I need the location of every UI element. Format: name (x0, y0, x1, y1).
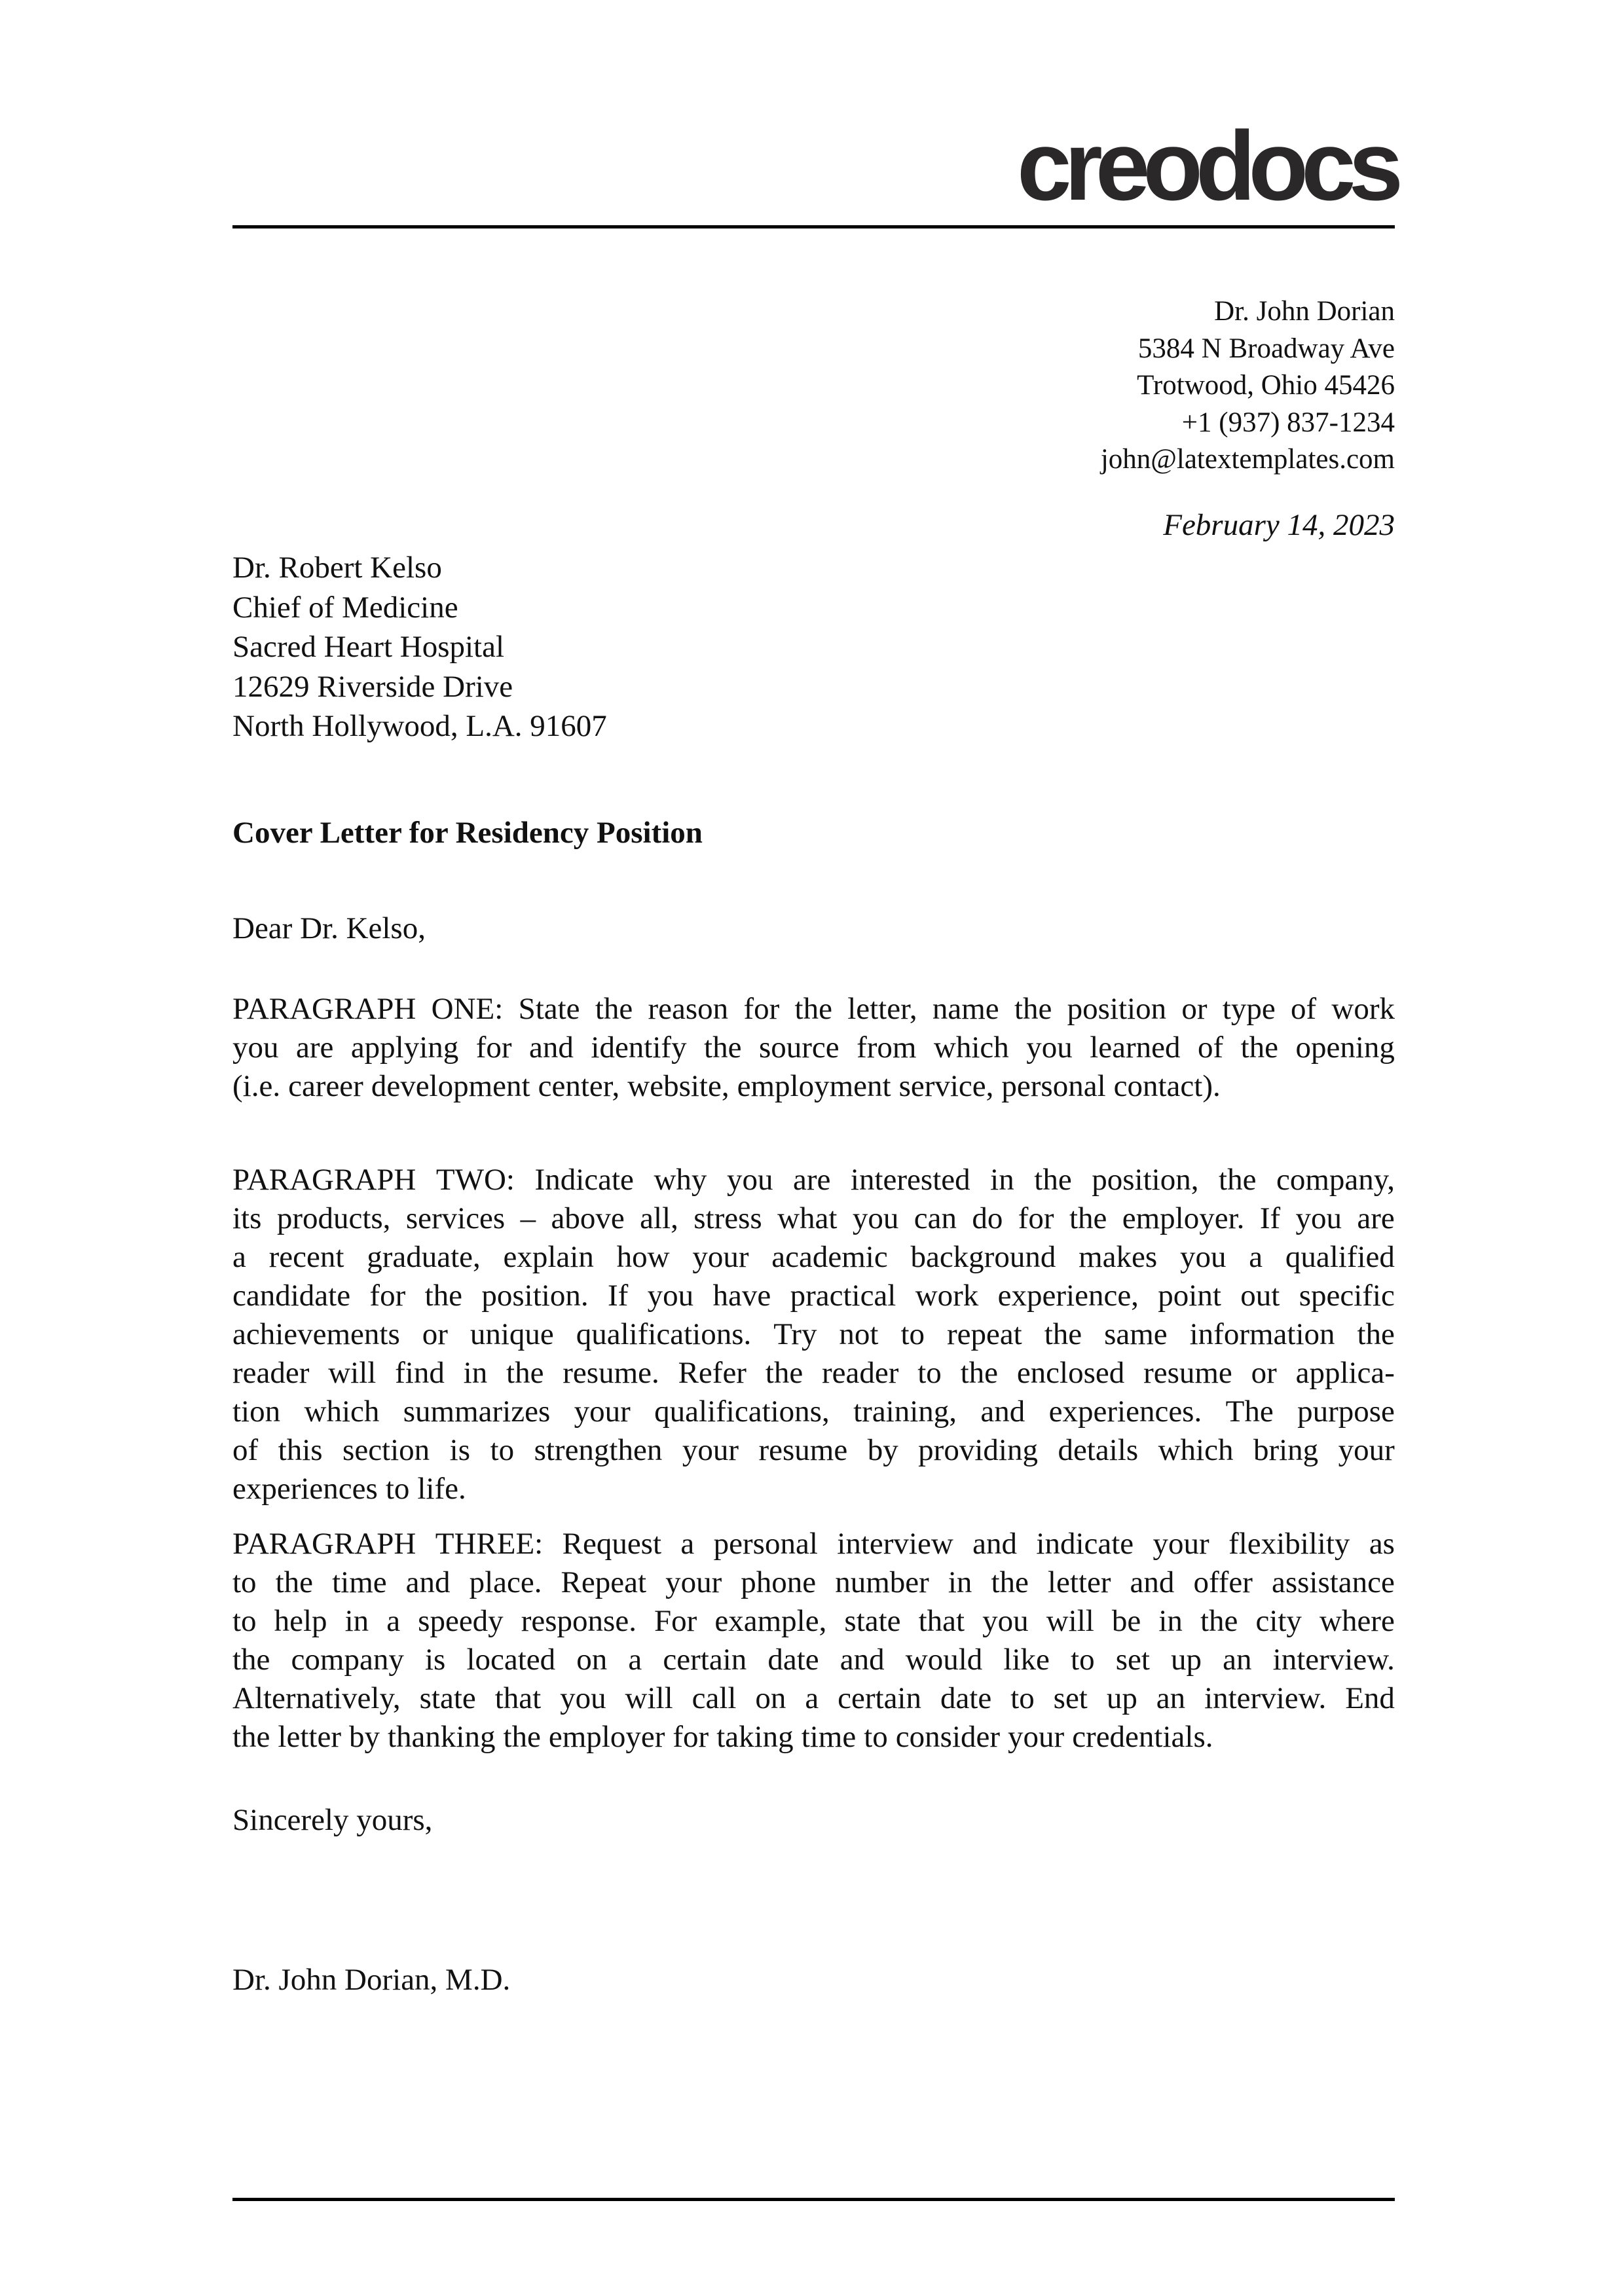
recipient-city: North Hollywood, L.A. 91607 (232, 709, 607, 743)
word: THREE: (435, 1527, 544, 1561)
word: for (743, 992, 780, 1026)
word: PARAGRAPH (232, 992, 416, 1026)
word: section (342, 1433, 430, 1467)
word: experiences. (1048, 1394, 1202, 1429)
paragraph-line (232, 1029, 1395, 1067)
word: this (278, 1433, 323, 1467)
word: letter (1047, 1565, 1111, 1599)
word: ONE: (431, 992, 504, 1026)
word: and (972, 1527, 1018, 1561)
word: all, (640, 1201, 678, 1235)
paragraph-line (232, 1525, 1395, 1563)
word: you (982, 1604, 1029, 1638)
paragraph-line (232, 990, 1395, 1029)
word: consider (895, 1720, 1001, 1754)
word: your (1008, 1720, 1065, 1754)
word: which (304, 1394, 380, 1429)
word: enclosed (1016, 1356, 1125, 1390)
word: to (864, 1720, 888, 1754)
word: experience, (997, 1279, 1139, 1313)
word: to (232, 1565, 257, 1599)
word: resume. (563, 1356, 659, 1390)
word: are (793, 1163, 831, 1197)
word: not (839, 1317, 879, 1351)
footer-divider (232, 2198, 1395, 2201)
word: background (910, 1240, 1056, 1274)
word: opening (1295, 1030, 1395, 1065)
word: located (466, 1643, 556, 1677)
word: would (905, 1643, 983, 1677)
word: taking (716, 1720, 794, 1754)
word: how (616, 1240, 670, 1274)
word: makes (1079, 1240, 1158, 1274)
word: personal (713, 1527, 818, 1561)
word: contact). (1113, 1069, 1221, 1103)
word: the (595, 992, 633, 1026)
word: summarizes (403, 1394, 551, 1429)
word: for (1018, 1201, 1054, 1235)
word: you (1179, 1240, 1227, 1274)
word: employer (548, 1720, 665, 1754)
word: to (1010, 1681, 1035, 1715)
word: End (1345, 1681, 1395, 1715)
word: of (232, 1433, 259, 1467)
word: number (835, 1565, 929, 1599)
paragraph-line (232, 1315, 1395, 1354)
word: strengthen (534, 1433, 663, 1467)
word: academic (771, 1240, 888, 1274)
paragraph-line (232, 1563, 1395, 1602)
word: reader (232, 1356, 310, 1390)
word: Indicate (534, 1163, 634, 1197)
word: your (665, 1565, 722, 1599)
word: the (1219, 1163, 1257, 1197)
recipient-street: 12629 Riverside Drive (232, 669, 513, 704)
word: a (232, 1240, 246, 1274)
word: be (1111, 1604, 1141, 1638)
word: place. (469, 1565, 542, 1599)
word: in (344, 1604, 369, 1638)
word: the (503, 1720, 541, 1754)
word: do (972, 1201, 1003, 1235)
word: on (576, 1643, 608, 1677)
word: interview. (1204, 1681, 1327, 1715)
word: stress (693, 1201, 762, 1235)
word: up (1171, 1643, 1202, 1677)
word: you (232, 1030, 279, 1065)
word: letter (278, 1720, 341, 1754)
word: candidate (232, 1279, 351, 1313)
paragraph-line (232, 1199, 1395, 1238)
paragraph-three (232, 1525, 1395, 1757)
word: specific (1299, 1279, 1395, 1313)
sender-name: Dr. John Dorian (1214, 296, 1395, 327)
word: personal (1001, 1069, 1106, 1103)
word: The (1225, 1394, 1274, 1429)
word: which (933, 1030, 1009, 1065)
word: employment (737, 1069, 891, 1103)
sender-address-block (1101, 293, 1395, 479)
word: If (607, 1279, 629, 1313)
word: qualifications. (576, 1317, 752, 1351)
word: employer. (1122, 1201, 1245, 1235)
word: recent (268, 1240, 344, 1274)
word: providing (918, 1433, 1038, 1467)
word: to (490, 1433, 515, 1467)
word: the (1014, 992, 1052, 1026)
word: a (805, 1681, 819, 1715)
word: your (1153, 1527, 1209, 1561)
paragraph-line (232, 1470, 1395, 1508)
word: the (275, 1565, 314, 1599)
word: PARAGRAPH (232, 1527, 416, 1561)
word: If (1259, 1201, 1281, 1235)
word: position (1067, 992, 1167, 1026)
letter-subject: Cover Letter for Residency Position (232, 816, 703, 850)
paragraph-line (232, 1602, 1395, 1641)
word: a (628, 1643, 642, 1677)
word: service, (898, 1069, 994, 1103)
word: why (654, 1163, 707, 1197)
word: date (767, 1643, 819, 1677)
paragraph-line (232, 1679, 1395, 1718)
word: for (369, 1279, 406, 1313)
word: set (1115, 1643, 1150, 1677)
word: will (328, 1356, 377, 1390)
word: Try (773, 1317, 817, 1351)
word: time (801, 1720, 857, 1754)
word: the (765, 1356, 803, 1390)
word: interview. (1272, 1643, 1395, 1677)
word: the (704, 1030, 742, 1065)
word: and (980, 1394, 1025, 1429)
word: work (1331, 992, 1395, 1026)
word: career (288, 1069, 363, 1103)
word: tion (232, 1394, 281, 1429)
salutation: Dear Dr. Kelso, (232, 911, 426, 945)
word: training, (853, 1394, 957, 1429)
word: you (852, 1201, 899, 1235)
word: you (1295, 1201, 1342, 1235)
word: the (1357, 1317, 1395, 1351)
word: letter, (847, 992, 917, 1026)
word: (i.e. (232, 1069, 281, 1103)
word: certain (838, 1681, 921, 1715)
word: the (1034, 1163, 1072, 1197)
word: or (1251, 1356, 1277, 1390)
word: the (991, 1565, 1029, 1599)
sender-street: 5384 N Broadway Ave (1137, 333, 1395, 364)
word: company (291, 1643, 404, 1677)
word: your (1338, 1433, 1395, 1467)
word: interview (837, 1527, 953, 1561)
word: example, (714, 1604, 827, 1638)
recipient-title: Chief of Medicine (232, 590, 458, 625)
word: are (295, 1030, 334, 1065)
word: to (900, 1317, 925, 1351)
word: on (755, 1681, 786, 1715)
recipient-name: Dr. Robert Kelso (232, 551, 442, 585)
word: will (1046, 1604, 1094, 1638)
word: find (395, 1356, 445, 1390)
word: to (385, 1472, 410, 1506)
word: above (551, 1201, 625, 1235)
word: reason (648, 992, 729, 1026)
word: an (1156, 1681, 1186, 1715)
word: of (1198, 1030, 1224, 1065)
word: out (1240, 1279, 1280, 1313)
word: bring (1253, 1433, 1319, 1467)
paragraph-line (232, 1238, 1395, 1277)
word: indicate (1036, 1527, 1134, 1561)
recipient-organization: Sacred Heart Hospital (232, 630, 505, 664)
word: qualifications, (654, 1394, 830, 1429)
word: and (405, 1565, 451, 1599)
word: details (1058, 1433, 1139, 1467)
word: interested (850, 1163, 970, 1197)
word: identify (591, 1030, 687, 1065)
word: state (844, 1604, 901, 1638)
word: for (475, 1030, 512, 1065)
word: position, (1092, 1163, 1199, 1197)
word: what (777, 1201, 838, 1235)
paragraph-line (232, 1277, 1395, 1315)
word: Alternatively, (232, 1681, 401, 1715)
word: reader (822, 1356, 899, 1390)
word: products, (276, 1201, 391, 1235)
paragraph-two (232, 1161, 1395, 1508)
word: learned (1090, 1030, 1181, 1065)
word: Repeat (561, 1565, 647, 1599)
word: in (990, 1163, 1014, 1197)
recipient-address-block (232, 548, 607, 746)
closing: Sincerely yours, (232, 1803, 433, 1837)
word: unique (470, 1317, 554, 1351)
word: services (405, 1201, 506, 1235)
word: state (419, 1681, 476, 1715)
word: that (918, 1604, 965, 1638)
word: applying (350, 1030, 459, 1065)
word: information (1189, 1317, 1335, 1351)
word: qualified (1285, 1240, 1395, 1274)
word: in (1158, 1604, 1183, 1638)
word: the (1240, 1030, 1279, 1065)
word: center, (538, 1069, 620, 1103)
word: call (692, 1681, 737, 1715)
word: explain (503, 1240, 594, 1274)
word: practical (790, 1279, 896, 1313)
word: to (232, 1604, 257, 1638)
header-divider (232, 225, 1395, 228)
word: by (867, 1433, 898, 1467)
word: its (232, 1201, 262, 1235)
paragraph-one (232, 990, 1395, 1106)
word: development (371, 1069, 530, 1103)
word: or (422, 1317, 448, 1351)
word: your (574, 1394, 631, 1429)
signature-name: Dr. John Dorian, M.D. (232, 1963, 511, 1997)
word: resume (758, 1433, 848, 1467)
word: type (1222, 992, 1276, 1026)
word: Refer (678, 1356, 747, 1390)
word: the (1044, 1317, 1082, 1351)
word: the (232, 1720, 270, 1754)
word: city (1255, 1604, 1302, 1638)
word: achievements (232, 1317, 400, 1351)
word: name (932, 992, 999, 1026)
word: a (1249, 1240, 1263, 1274)
word: website, (627, 1069, 729, 1103)
word: point (1158, 1279, 1221, 1313)
word: the (960, 1356, 998, 1390)
paragraph-line (232, 1067, 1395, 1106)
word: your (692, 1240, 749, 1274)
paragraph-line (232, 1641, 1395, 1679)
word: by (348, 1720, 380, 1754)
word: from (857, 1030, 917, 1065)
word: will (625, 1681, 673, 1715)
sender-email: john@latextemplates.com (1100, 444, 1395, 475)
word: source (758, 1030, 840, 1065)
word: certain (663, 1643, 747, 1677)
word: the (794, 992, 832, 1026)
word: the (424, 1279, 463, 1313)
word: you (1026, 1030, 1073, 1065)
word: applica- (1295, 1356, 1395, 1390)
word: help (274, 1604, 327, 1638)
word: company, (1276, 1163, 1395, 1197)
word: the (1069, 1201, 1107, 1235)
paragraph-line (232, 1354, 1395, 1393)
word: to (917, 1356, 942, 1390)
word: is (449, 1433, 471, 1467)
word: the (232, 1643, 270, 1677)
word: and (529, 1030, 574, 1065)
word: an (1223, 1643, 1252, 1677)
word: and (1130, 1565, 1175, 1599)
word: experiences (232, 1472, 378, 1506)
word: the (506, 1356, 544, 1390)
word: have (712, 1279, 771, 1313)
word: you (726, 1163, 773, 1197)
word: which (1158, 1433, 1234, 1467)
word: time (332, 1565, 387, 1599)
word: for (673, 1720, 709, 1754)
word: to (1071, 1643, 1095, 1677)
word: up (1106, 1681, 1137, 1715)
word: purpose (1297, 1394, 1395, 1429)
word: response. (521, 1604, 637, 1638)
word: as (1369, 1527, 1395, 1561)
word: in (463, 1356, 488, 1390)
word: assistance (1271, 1565, 1395, 1599)
paragraph-line (232, 1431, 1395, 1470)
word: or (1181, 992, 1208, 1026)
word: speedy (418, 1604, 504, 1638)
paragraph-line (232, 1718, 1395, 1757)
sender-city: Trotwood, Ohio 45426 (1137, 370, 1395, 401)
sender-phone: +1 (937) 837-1234 (1181, 407, 1395, 438)
word: life. (417, 1472, 466, 1506)
creodocs-logo: creodocs (1017, 111, 1396, 221)
word: where (1320, 1604, 1395, 1638)
word: – (520, 1201, 536, 1235)
word: graduate, (367, 1240, 481, 1274)
word: are (1357, 1201, 1395, 1235)
letter-date: February 14, 2023 (1163, 508, 1395, 542)
word: your (682, 1433, 739, 1467)
word: resume (1143, 1356, 1232, 1390)
word: TWO: (435, 1163, 515, 1197)
word: that (494, 1681, 542, 1715)
word: of (1290, 992, 1317, 1026)
word: flexibility (1228, 1527, 1350, 1561)
word: PARAGRAPH (232, 1163, 416, 1197)
word: like (1003, 1643, 1050, 1677)
word: offer (1193, 1565, 1253, 1599)
word: a (680, 1527, 695, 1561)
word: thanking (387, 1720, 496, 1754)
word: the (1200, 1604, 1238, 1638)
paragraph-line (232, 1393, 1395, 1431)
word: phone (741, 1565, 817, 1599)
word: work (915, 1279, 979, 1313)
paragraph-line (232, 1161, 1395, 1199)
word: credentials. (1072, 1720, 1213, 1754)
word: is (424, 1643, 446, 1677)
word: you (647, 1279, 694, 1313)
word: For (654, 1604, 697, 1638)
word: Request (562, 1527, 662, 1561)
word: date (940, 1681, 992, 1715)
word: repeat (946, 1317, 1022, 1351)
word: and (840, 1643, 885, 1677)
word: position. (481, 1279, 589, 1313)
word: State (518, 992, 580, 1026)
word: a (386, 1604, 401, 1638)
word: can (913, 1201, 957, 1235)
word: in (948, 1565, 972, 1599)
word: you (560, 1681, 606, 1715)
word: same (1104, 1317, 1168, 1351)
word: set (1053, 1681, 1088, 1715)
